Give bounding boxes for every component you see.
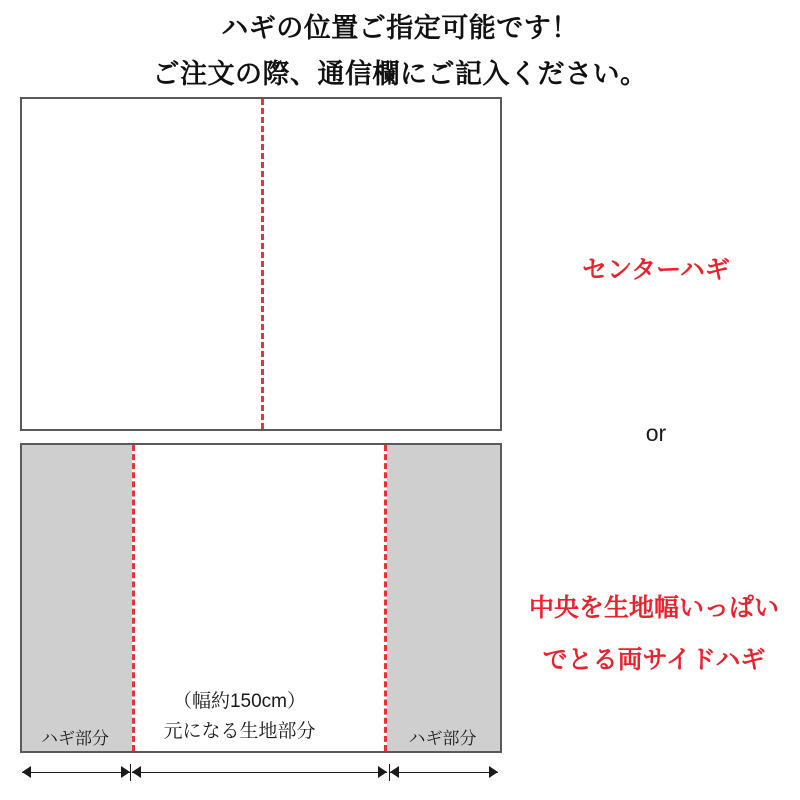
arrow-left-2 xyxy=(132,766,141,778)
left-hagi-label: ハギ部分 xyxy=(41,729,109,748)
caption-side-hagi-line-1: 中央を生地幅いっぱい xyxy=(528,594,779,622)
center-seam-panel xyxy=(20,97,502,431)
caption-center-hagi: センターハギ xyxy=(582,256,730,284)
dimension-center-segment xyxy=(132,772,387,773)
arrow-left-1 xyxy=(22,766,31,778)
right-hagi-band xyxy=(387,445,500,751)
arrow-right-2 xyxy=(378,766,387,778)
caption-or: or xyxy=(645,420,667,446)
right-hagi-label: ハギ部分 xyxy=(408,729,477,748)
fabric-width-note: （幅約150cm） xyxy=(172,691,307,712)
arrow-right-1 xyxy=(121,766,130,778)
arrow-right-3 xyxy=(489,766,498,778)
arrow-left-3 xyxy=(390,766,399,778)
tick-1 xyxy=(130,764,131,781)
headline-line-2: ご注文の際、通信欄にご記入ください。 xyxy=(152,59,648,89)
dimension-right-segment xyxy=(390,772,498,773)
right-seam-dashed-line xyxy=(384,445,387,751)
headline-line-1: ハギの位置ご指定可能です！ xyxy=(221,13,579,43)
dimension-arrow-row xyxy=(20,762,502,784)
center-seam-dashed-line xyxy=(261,99,264,429)
base-fabric-label: 元になる生地部分 xyxy=(163,721,316,742)
dimension-left-segment xyxy=(22,772,130,773)
caption-side-hagi-line-2: でとる両サイドハギ xyxy=(542,646,766,674)
